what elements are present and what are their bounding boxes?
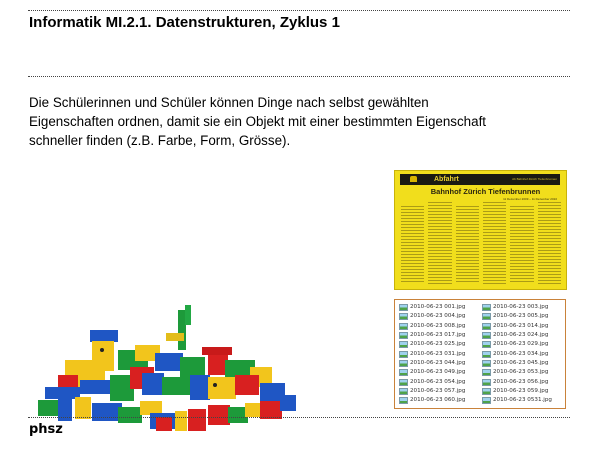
schedule-column xyxy=(456,206,479,284)
file-name: 2010-06-23 056.jpg xyxy=(493,378,549,385)
file-name: 2010-06-23 060.jpg xyxy=(410,397,466,404)
image-file-icon xyxy=(399,332,408,339)
image-file-icon xyxy=(399,369,408,376)
file-name: 2010-06-23 017.jpg xyxy=(410,332,466,339)
file-list-item xyxy=(399,359,478,368)
file-name: 2010-06-23 049.jpg xyxy=(410,369,466,376)
image-file-icon xyxy=(482,360,491,367)
file-list-item xyxy=(399,303,478,312)
file-list-item xyxy=(399,340,478,349)
image-file-icon xyxy=(482,397,491,404)
file-name: 2010-06-23 059.jpg xyxy=(493,387,549,394)
file-list-item xyxy=(482,359,561,368)
image-file-icon xyxy=(482,369,491,376)
footer-divider xyxy=(28,417,570,418)
file-name: 2010-06-23 031.jpg xyxy=(410,350,466,357)
file-list-item xyxy=(482,340,561,349)
file-name: 2010-06-23 054.jpg xyxy=(410,378,466,385)
image-file-icon xyxy=(482,332,491,339)
file-list-image xyxy=(394,299,566,409)
file-list-item xyxy=(482,349,561,358)
schedule-column xyxy=(428,202,451,284)
file-name: 2010-06-23 008.jpg xyxy=(410,322,466,329)
file-name: 2010-06-23 005.jpg xyxy=(493,313,549,320)
file-list-item xyxy=(482,387,561,396)
image-file-icon xyxy=(399,388,408,395)
schedule-column xyxy=(401,206,424,284)
board-departure-label: Abfahrt xyxy=(434,176,459,183)
image-file-icon xyxy=(399,323,408,330)
image-file-icon xyxy=(482,304,491,311)
image-file-icon xyxy=(482,388,491,395)
board-date-range: 11 Dezember 2009 – 11 Dezember 2010 xyxy=(503,197,557,201)
image-file-icon xyxy=(399,379,408,386)
image-file-icon xyxy=(482,341,491,348)
file-list-item xyxy=(399,312,478,321)
image-file-icon xyxy=(482,313,491,320)
file-list-item xyxy=(482,368,561,377)
slide-title: Informatik MI.2.1. Datenstrukturen, Zyklus 1 xyxy=(29,14,340,31)
file-name: 2010-06-23 0531.jpg xyxy=(493,397,552,404)
file-name: 2010-06-23 003.jpg xyxy=(493,304,549,311)
board-schedule-columns xyxy=(401,202,561,284)
file-list-item xyxy=(399,331,478,340)
schedule-column xyxy=(538,202,561,284)
file-list-item xyxy=(482,312,561,321)
file-name: 2010-06-23 025.jpg xyxy=(410,341,466,348)
schedule-column xyxy=(510,206,533,284)
image-file-icon xyxy=(482,379,491,386)
body-line: Eigenschaften ordnen, damit sie ein Objekt mit einer bestimmten Eigenschaft xyxy=(29,114,487,129)
file-name: 2010-06-23 053.jpg xyxy=(493,369,549,376)
image-file-icon xyxy=(482,323,491,330)
file-list-item xyxy=(482,396,561,405)
file-name: 2010-06-23 034.jpg xyxy=(493,350,549,357)
sbb-logo-icon xyxy=(410,176,417,182)
board-header-subtitle: Ab Bahnhof Zürich Tiefenbrunnen xyxy=(512,177,557,181)
file-name: 2010-06-23 001.jpg xyxy=(410,304,466,311)
image-file-icon xyxy=(482,351,491,358)
learning-objective-text xyxy=(29,93,549,150)
image-file-icon xyxy=(399,351,408,358)
schedule-column xyxy=(483,202,506,284)
body-line: schneller finden (z.B. Farbe, Form, Grösse). xyxy=(29,133,291,148)
timetable-image xyxy=(394,170,567,290)
file-list-item xyxy=(482,322,561,331)
lego-brick-icon xyxy=(38,305,296,431)
file-list-item xyxy=(482,331,561,340)
image-file-icon xyxy=(399,313,408,320)
file-name: 2010-06-23 029.jpg xyxy=(493,341,549,348)
file-name: 2010-06-23 014.jpg xyxy=(493,322,549,329)
file-list-item xyxy=(399,368,478,377)
board-station-name: Bahnhof Zürich Tiefenbrunnen xyxy=(430,187,541,196)
image-file-icon xyxy=(399,360,408,367)
file-name: 2010-06-23 004.jpg xyxy=(410,313,466,320)
body-line: Die Schülerinnen und Schüler können Dinge nach selbst gewählten xyxy=(29,95,429,110)
file-list-item xyxy=(399,322,478,331)
board-header xyxy=(400,174,560,185)
file-list-item xyxy=(482,377,561,386)
lego-bricks-image xyxy=(30,305,305,433)
file-name: 2010-06-23 044.jpg xyxy=(410,359,466,366)
file-name: 2010-06-23 045.jpg xyxy=(493,359,549,366)
file-list-item xyxy=(482,303,561,312)
file-name: 2010-06-23 024.jpg xyxy=(493,332,549,339)
file-list-item xyxy=(399,387,478,396)
image-file-icon xyxy=(399,341,408,348)
file-list-item xyxy=(399,377,478,386)
top-divider xyxy=(28,10,570,11)
file-name: 2010-06-23 057.jpg xyxy=(410,387,466,394)
file-list-item xyxy=(399,349,478,358)
image-file-icon xyxy=(399,397,408,404)
image-file-icon xyxy=(399,304,408,311)
file-list-item xyxy=(399,396,478,405)
title-divider xyxy=(28,76,570,77)
footer-brand-logo: phsz xyxy=(29,422,63,437)
